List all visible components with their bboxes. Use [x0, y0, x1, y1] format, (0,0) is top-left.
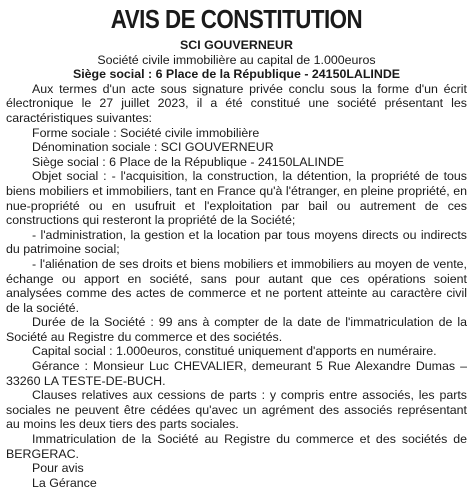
- signature: La Gérance: [32, 475, 97, 490]
- intro-paragraph: Aux termes d'un acte sous signature privée conclu sous la forme d'un écrit électronique le 27 juillet 2023, il a été constitué une société présentant les caractéristiques suivantes:: [6, 81, 467, 125]
- objet-social-paragraph: Objet social : - l'acquisition, la construction, la détention, la propriété de tous biens mobiliers et immobiliers, tant en France qu'à l'étranger, en pleine propriété, en nue-propriété ou en usufruit et l'exploitation par bail ou autrement de ces constructions qui resteront la propriété de la Société;: [6, 169, 467, 228]
- denomination-sociale: Dénomination sociale : SCI GOUVERNEUR: [32, 140, 274, 155]
- pour-avis: Pour avis: [32, 461, 84, 476]
- objet-administration-paragraph: - l'administration, la gestion et la location par tous moyens directs ou indirects du patrimoine social;: [6, 227, 467, 257]
- head-office: Siège social : 6 Place de la République - 24150LALINDE: [72, 67, 401, 82]
- gerance-paragraph: Gérance : Monsieur Luc CHEVALIER, demeurant 5 Rue Alexandre Dumas – 33260 LA TESTE-DE-BUCH.: [6, 359, 467, 388]
- duree-paragraph: Durée de la Société : 99 ans à compter de la date de l'immatriculation de la Société au Registre du commerce et des sociétés.: [6, 315, 467, 344]
- company-name: SCI GOUVERNEUR: [180, 38, 293, 52]
- notice-title: AVIS DE CONSTITUTION: [110, 4, 363, 34]
- clauses-paragraph: Clauses relatives aux cessions de parts : y compris entre associés, les parts sociales ne peuvent être cédées qu'avec un agrément des associés représentant au moins les deux tiers des parts sociales.: [6, 388, 467, 432]
- immatriculation-paragraph: Immatriculation de la Société au Registre du commerce et des sociétés de BERGERAC.: [6, 432, 467, 461]
- capital-paragraph: Capital social : 1.000euros, constitué uniquement d'apports en numéraire.: [32, 344, 437, 359]
- objet-alienation-paragraph: - l'aliénation de ses droits et biens mobiliers et immobiliers au moyen de vente, échange ou apport en société, sans pour autant que ces opérations soient analysées comme des actes de commerce et ne portent atteinte au caractère civil de la société.: [6, 256, 467, 315]
- siege-social: Siège social : 6 Place de la République - 24150LALINDE: [32, 154, 345, 169]
- forme-sociale: Forme sociale : Société civile immobilière: [32, 125, 260, 140]
- company-capital: Société civile immobilière au capital de 1.000euros: [97, 52, 376, 67]
